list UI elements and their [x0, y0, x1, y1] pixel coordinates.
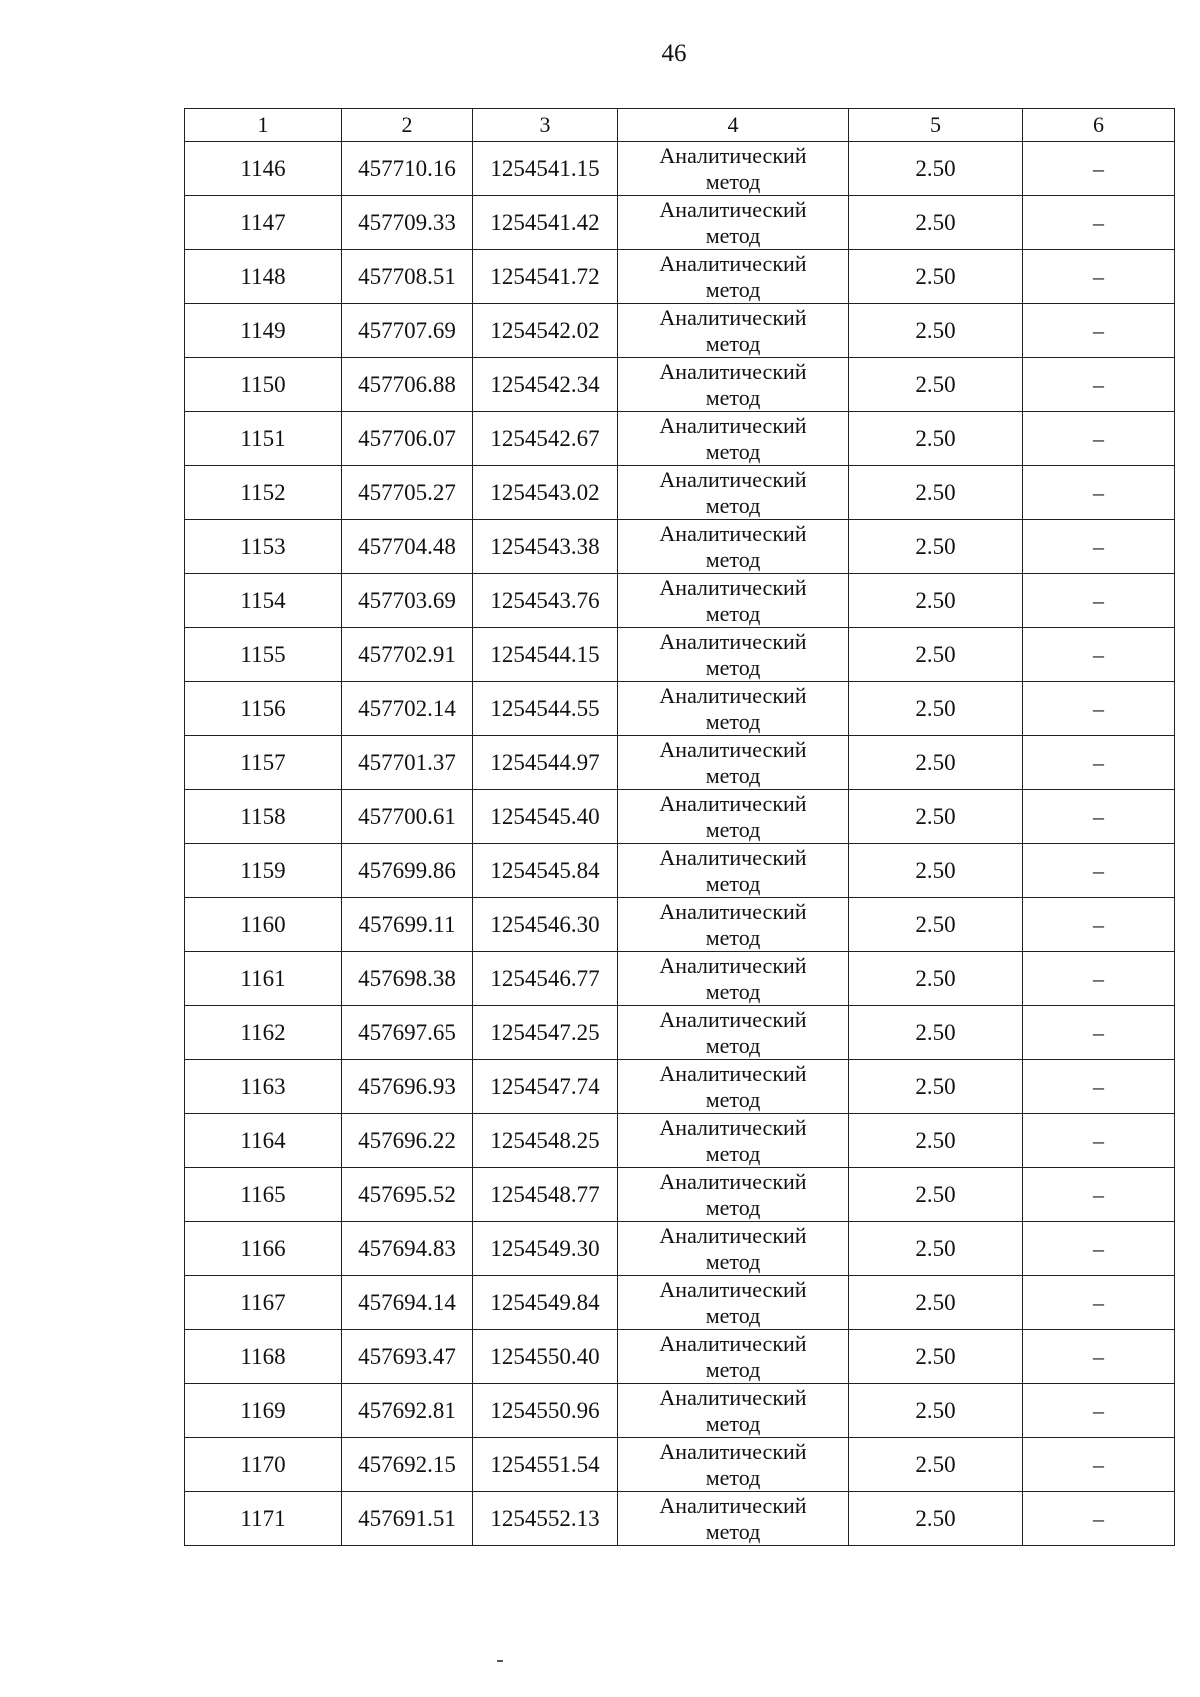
y-coordinate-cell: 1254549.84: [473, 1276, 618, 1330]
note-cell: –: [1023, 682, 1175, 736]
note-cell: –: [1023, 1168, 1175, 1222]
point-number-cell: 1153: [185, 520, 342, 574]
y-coordinate-cell: 1254543.02: [473, 466, 618, 520]
y-coordinate-cell: 1254551.54: [473, 1438, 618, 1492]
note-cell: –: [1023, 574, 1175, 628]
method-cell: [618, 574, 849, 628]
table-row: [185, 1384, 1175, 1438]
accuracy-cell: 2.50: [849, 898, 1023, 952]
accuracy-cell: 2.50: [849, 1168, 1023, 1222]
point-number-cell: 1156: [185, 682, 342, 736]
coordinates-table: [184, 108, 1175, 1546]
method-label-line2: метод: [705, 1248, 761, 1274]
x-coordinate-cell: 457709.33: [342, 196, 473, 250]
method-label-line2: метод: [705, 1086, 761, 1112]
x-coordinate-cell: 457703.69: [342, 574, 473, 628]
table-body: [185, 142, 1175, 1546]
method-label-line1: Аналитический: [659, 682, 807, 708]
method-cell: [618, 520, 849, 574]
accuracy-cell: 2.50: [849, 1276, 1023, 1330]
method-label-line1: Аналитический: [659, 1060, 807, 1086]
method-label-line2: метод: [705, 1194, 761, 1220]
method-label-line2: метод: [705, 1464, 761, 1490]
table-row: [185, 844, 1175, 898]
table-row: [185, 1492, 1175, 1546]
method-cell: [618, 844, 849, 898]
note-cell: –: [1023, 736, 1175, 790]
point-number-cell: 1167: [185, 1276, 342, 1330]
accuracy-cell: 2.50: [849, 1492, 1023, 1546]
accuracy-cell: 2.50: [849, 952, 1023, 1006]
method-cell: [618, 1384, 849, 1438]
y-coordinate-cell: 1254549.30: [473, 1222, 618, 1276]
accuracy-cell: 2.50: [849, 520, 1023, 574]
method-label-line2: метод: [705, 1032, 761, 1058]
table-row: [185, 628, 1175, 682]
y-coordinate-cell: 1254541.72: [473, 250, 618, 304]
note-cell: –: [1023, 844, 1175, 898]
x-coordinate-cell: 457705.27: [342, 466, 473, 520]
x-coordinate-cell: 457699.86: [342, 844, 473, 898]
method-label-line2: метод: [705, 1302, 761, 1328]
y-coordinate-cell: 1254547.25: [473, 1006, 618, 1060]
method-label-line2: метод: [705, 1518, 761, 1544]
point-number-cell: 1149: [185, 304, 342, 358]
method-cell: [618, 1060, 849, 1114]
accuracy-cell: 2.50: [849, 1060, 1023, 1114]
table-row: [185, 250, 1175, 304]
point-number-cell: 1152: [185, 466, 342, 520]
note-cell: –: [1023, 790, 1175, 844]
accuracy-cell: 2.50: [849, 1222, 1023, 1276]
note-cell: –: [1023, 412, 1175, 466]
note-cell: –: [1023, 952, 1175, 1006]
method-label-line1: Аналитический: [659, 898, 807, 924]
method-label-line1: Аналитический: [659, 1114, 807, 1140]
note-cell: –: [1023, 1006, 1175, 1060]
column-header-3: 3: [473, 109, 618, 142]
table-row: [185, 1114, 1175, 1168]
method-cell: [618, 1438, 849, 1492]
method-cell: [618, 466, 849, 520]
method-label-line2: метод: [705, 1140, 761, 1166]
column-header-4: 4: [618, 109, 849, 142]
method-label-line1: Аналитический: [659, 1438, 807, 1464]
accuracy-cell: 2.50: [849, 1006, 1023, 1060]
method-label-line2: метод: [705, 708, 761, 734]
table-row: [185, 1222, 1175, 1276]
note-cell: –: [1023, 358, 1175, 412]
point-number-cell: 1155: [185, 628, 342, 682]
method-label-line1: Аналитический: [659, 466, 807, 492]
x-coordinate-cell: 457702.14: [342, 682, 473, 736]
method-label-line1: Аналитический: [659, 844, 807, 870]
method-cell: [618, 1330, 849, 1384]
point-number-cell: 1157: [185, 736, 342, 790]
x-coordinate-cell: 457697.65: [342, 1006, 473, 1060]
method-label-line2: метод: [705, 816, 761, 842]
method-label-line1: Аналитический: [659, 358, 807, 384]
table-row: [185, 736, 1175, 790]
column-header-6: 6: [1023, 109, 1175, 142]
table-row: [185, 682, 1175, 736]
note-cell: –: [1023, 520, 1175, 574]
method-cell: [618, 1006, 849, 1060]
point-number-cell: 1151: [185, 412, 342, 466]
method-label-line1: Аналитический: [659, 142, 807, 168]
y-coordinate-cell: 1254546.77: [473, 952, 618, 1006]
point-number-cell: 1159: [185, 844, 342, 898]
note-cell: –: [1023, 1222, 1175, 1276]
x-coordinate-cell: 457698.38: [342, 952, 473, 1006]
x-coordinate-cell: 457706.88: [342, 358, 473, 412]
y-coordinate-cell: 1254550.96: [473, 1384, 618, 1438]
accuracy-cell: 2.50: [849, 358, 1023, 412]
point-number-cell: 1150: [185, 358, 342, 412]
method-label-line2: метод: [705, 546, 761, 572]
note-cell: –: [1023, 1276, 1175, 1330]
method-label-line1: Аналитический: [659, 250, 807, 276]
method-cell: [618, 358, 849, 412]
method-label-line2: метод: [705, 438, 761, 464]
method-cell: [618, 1168, 849, 1222]
y-coordinate-cell: 1254545.84: [473, 844, 618, 898]
y-coordinate-cell: 1254543.38: [473, 520, 618, 574]
y-coordinate-cell: 1254544.97: [473, 736, 618, 790]
method-cell: [618, 898, 849, 952]
method-cell: [618, 1492, 849, 1546]
method-label-line1: Аналитический: [659, 1006, 807, 1032]
point-number-cell: 1166: [185, 1222, 342, 1276]
x-coordinate-cell: 457692.15: [342, 1438, 473, 1492]
method-label-line2: метод: [705, 600, 761, 626]
y-coordinate-cell: 1254548.77: [473, 1168, 618, 1222]
accuracy-cell: 2.50: [849, 142, 1023, 196]
table-row: [185, 898, 1175, 952]
point-number-cell: 1161: [185, 952, 342, 1006]
x-coordinate-cell: 457707.69: [342, 304, 473, 358]
note-cell: –: [1023, 250, 1175, 304]
table-row: [185, 142, 1175, 196]
method-label-line1: Аналитический: [659, 1330, 807, 1356]
y-coordinate-cell: 1254546.30: [473, 898, 618, 952]
method-label-line2: метод: [705, 276, 761, 302]
accuracy-cell: 2.50: [849, 790, 1023, 844]
x-coordinate-cell: 457695.52: [342, 1168, 473, 1222]
table-row: [185, 520, 1175, 574]
accuracy-cell: 2.50: [849, 304, 1023, 358]
method-cell: [618, 412, 849, 466]
note-cell: –: [1023, 1492, 1175, 1546]
table-row: [185, 1330, 1175, 1384]
accuracy-cell: 2.50: [849, 574, 1023, 628]
point-number-cell: 1170: [185, 1438, 342, 1492]
y-coordinate-cell: 1254548.25: [473, 1114, 618, 1168]
accuracy-cell: 2.50: [849, 196, 1023, 250]
x-coordinate-cell: 457702.91: [342, 628, 473, 682]
method-label-line1: Аналитический: [659, 304, 807, 330]
accuracy-cell: 2.50: [849, 844, 1023, 898]
method-label-line1: Аналитический: [659, 952, 807, 978]
method-cell: [618, 1276, 849, 1330]
method-cell: [618, 790, 849, 844]
accuracy-cell: 2.50: [849, 1438, 1023, 1492]
method-label-line2: метод: [705, 492, 761, 518]
method-label-line2: метод: [705, 384, 761, 410]
method-cell: [618, 736, 849, 790]
y-coordinate-cell: 1254542.02: [473, 304, 618, 358]
x-coordinate-cell: 457691.51: [342, 1492, 473, 1546]
y-coordinate-cell: 1254552.13: [473, 1492, 618, 1546]
y-coordinate-cell: 1254543.76: [473, 574, 618, 628]
method-cell: [618, 628, 849, 682]
method-label-line1: Аналитический: [659, 1276, 807, 1302]
table-row: [185, 304, 1175, 358]
point-number-cell: 1163: [185, 1060, 342, 1114]
method-label-line1: Аналитический: [659, 736, 807, 762]
method-cell: [618, 1222, 849, 1276]
y-coordinate-cell: 1254544.55: [473, 682, 618, 736]
table-row: [185, 952, 1175, 1006]
method-label-line2: метод: [705, 1410, 761, 1436]
x-coordinate-cell: 457694.83: [342, 1222, 473, 1276]
x-coordinate-cell: 457700.61: [342, 790, 473, 844]
accuracy-cell: 2.50: [849, 736, 1023, 790]
table-row: [185, 1168, 1175, 1222]
method-label-line1: Аналитический: [659, 1168, 807, 1194]
method-label-line2: метод: [705, 924, 761, 950]
accuracy-cell: 2.50: [849, 628, 1023, 682]
point-number-cell: 1147: [185, 196, 342, 250]
point-number-cell: 1165: [185, 1168, 342, 1222]
header-row: [185, 109, 1175, 142]
accuracy-cell: 2.50: [849, 1384, 1023, 1438]
method-label-line1: Аналитический: [659, 1492, 807, 1518]
x-coordinate-cell: 457701.37: [342, 736, 473, 790]
y-coordinate-cell: 1254541.42: [473, 196, 618, 250]
point-number-cell: 1162: [185, 1006, 342, 1060]
y-coordinate-cell: 1254544.15: [473, 628, 618, 682]
method-label-line2: метод: [705, 168, 761, 194]
x-coordinate-cell: 457710.16: [342, 142, 473, 196]
point-number-cell: 1146: [185, 142, 342, 196]
accuracy-cell: 2.50: [849, 466, 1023, 520]
note-cell: –: [1023, 898, 1175, 952]
table-row: [185, 1276, 1175, 1330]
method-label-line1: Аналитический: [659, 1222, 807, 1248]
column-header-1: 1: [185, 109, 342, 142]
note-cell: –: [1023, 1384, 1175, 1438]
scan-mark: [497, 1660, 503, 1662]
x-coordinate-cell: 457706.07: [342, 412, 473, 466]
method-cell: [618, 682, 849, 736]
note-cell: –: [1023, 196, 1175, 250]
method-label-line1: Аналитический: [659, 1384, 807, 1410]
method-label-line2: метод: [705, 222, 761, 248]
method-cell: [618, 250, 849, 304]
method-cell: [618, 196, 849, 250]
method-label-line1: Аналитический: [659, 520, 807, 546]
accuracy-cell: 2.50: [849, 412, 1023, 466]
x-coordinate-cell: 457708.51: [342, 250, 473, 304]
accuracy-cell: 2.50: [849, 1330, 1023, 1384]
y-coordinate-cell: 1254547.74: [473, 1060, 618, 1114]
point-number-cell: 1171: [185, 1492, 342, 1546]
table-row: [185, 1438, 1175, 1492]
point-number-cell: 1168: [185, 1330, 342, 1384]
column-header-5: 5: [849, 109, 1023, 142]
accuracy-cell: 2.50: [849, 682, 1023, 736]
x-coordinate-cell: 457704.48: [342, 520, 473, 574]
table-row: [185, 196, 1175, 250]
method-cell: [618, 142, 849, 196]
accuracy-cell: 2.50: [849, 1114, 1023, 1168]
table-row: [185, 358, 1175, 412]
y-coordinate-cell: 1254542.67: [473, 412, 618, 466]
point-number-cell: 1154: [185, 574, 342, 628]
note-cell: –: [1023, 1438, 1175, 1492]
note-cell: –: [1023, 304, 1175, 358]
method-cell: [618, 304, 849, 358]
table-row: [185, 1060, 1175, 1114]
table-row: [185, 790, 1175, 844]
table-row: [185, 466, 1175, 520]
table-row: [185, 1006, 1175, 1060]
note-cell: –: [1023, 1114, 1175, 1168]
method-label-line1: Аналитический: [659, 196, 807, 222]
note-cell: –: [1023, 1330, 1175, 1384]
method-label-line2: метод: [705, 1356, 761, 1382]
table-row: [185, 574, 1175, 628]
point-number-cell: 1148: [185, 250, 342, 304]
point-number-cell: 1160: [185, 898, 342, 952]
method-label-line1: Аналитический: [659, 628, 807, 654]
x-coordinate-cell: 457696.93: [342, 1060, 473, 1114]
method-label-line2: метод: [705, 330, 761, 356]
method-cell: [618, 1114, 849, 1168]
y-coordinate-cell: 1254542.34: [473, 358, 618, 412]
table-row: [185, 412, 1175, 466]
x-coordinate-cell: 457692.81: [342, 1384, 473, 1438]
page-number: 46: [661, 40, 687, 67]
note-cell: –: [1023, 1060, 1175, 1114]
accuracy-cell: 2.50: [849, 250, 1023, 304]
y-coordinate-cell: 1254545.40: [473, 790, 618, 844]
x-coordinate-cell: 457699.11: [342, 898, 473, 952]
method-label-line2: метод: [705, 654, 761, 680]
method-label-line2: метод: [705, 762, 761, 788]
point-number-cell: 1164: [185, 1114, 342, 1168]
method-cell: [618, 952, 849, 1006]
method-label-line2: метод: [705, 870, 761, 896]
point-number-cell: 1158: [185, 790, 342, 844]
method-label-line2: метод: [705, 978, 761, 1004]
point-number-cell: 1169: [185, 1384, 342, 1438]
x-coordinate-cell: 457696.22: [342, 1114, 473, 1168]
column-header-2: 2: [342, 109, 473, 142]
note-cell: –: [1023, 466, 1175, 520]
note-cell: –: [1023, 142, 1175, 196]
x-coordinate-cell: 457694.14: [342, 1276, 473, 1330]
method-label-line1: Аналитический: [659, 790, 807, 816]
note-cell: –: [1023, 628, 1175, 682]
x-coordinate-cell: 457693.47: [342, 1330, 473, 1384]
method-label-line1: Аналитический: [659, 412, 807, 438]
method-label-line1: Аналитический: [659, 574, 807, 600]
y-coordinate-cell: 1254541.15: [473, 142, 618, 196]
y-coordinate-cell: 1254550.40: [473, 1330, 618, 1384]
